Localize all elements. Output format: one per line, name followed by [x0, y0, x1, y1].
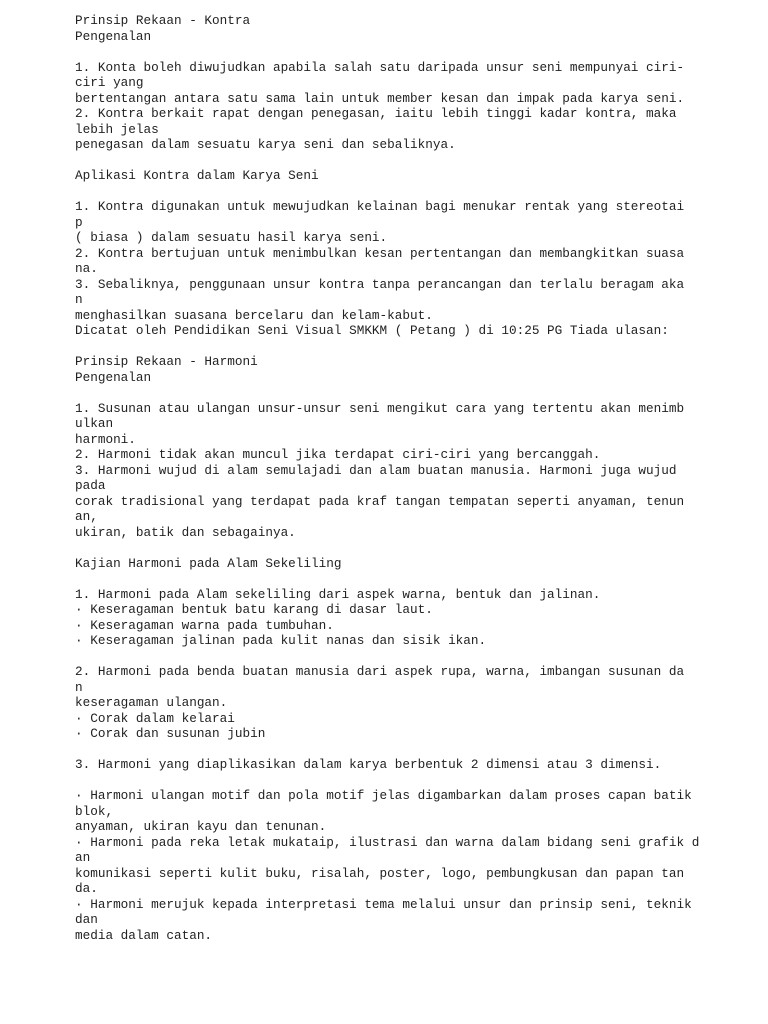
- text-line: penegasan dalam sesuatu karya seni dan sebaliknya.: [75, 137, 456, 152]
- blank-line: [75, 385, 755, 401]
- text-line: ulkan: [75, 416, 114, 431]
- text-line: an: [75, 850, 91, 865]
- text-line: menghasilkan suasana bercelaru dan kelam-kabut.: [75, 307, 433, 323]
- text-line: · Harmoni pada reka letak mukataip, ilustrasi dan warna dalam bidang seni grafik d: [75, 834, 700, 850]
- blank-line: [75, 540, 755, 556]
- text-line: p: [75, 214, 83, 230]
- blank-line: [75, 742, 755, 758]
- text-line: corak tradisional yang terdapat pada kraf tangan tempatan seperti anyaman, tenun: [75, 493, 685, 509]
- text-line: 1. Harmoni pada Alam sekeliling dari aspek warna, bentuk dan jalinan.: [75, 586, 601, 602]
- text-line: an,: [75, 509, 98, 524]
- text-line: ( biasa ) dalam sesuatu hasil karya seni.: [75, 230, 388, 245]
- text-line: 2. Kontra bertujuan untuk menimbulkan kesan pertentangan dan membangkitkan suasa: [75, 245, 685, 261]
- text-line: n: [75, 679, 83, 695]
- text-line: anyaman, ukiran kayu dan tenunan.: [75, 819, 327, 834]
- text-line: 2. Harmoni pada benda buatan manusia dari aspek rupa, warna, imbangan susunan da: [75, 664, 685, 679]
- text-line: 2. Kontra berkait rapat dengan penegasan, iaitu lebih tinggi kadar kontra, maka: [75, 106, 677, 121]
- text-line: Aplikasi Kontra dalam Karya Seni: [75, 168, 319, 183]
- text-line: lebih jelas: [75, 121, 159, 137]
- text-line: · Keseragaman warna pada tumbuhan.: [75, 617, 334, 633]
- text-line: 3. Harmoni wujud di alam semulajadi dan alam buatan manusia. Harmoni juga wujud: [75, 462, 677, 478]
- text-line: bertentangan antara satu sama lain untuk member kesan dan impak pada karya seni.: [75, 90, 685, 106]
- text-line: Pengenalan: [75, 28, 152, 44]
- text-line: · Harmoni ulangan motif dan pola motif jelas digambarkan dalam proses capan batik: [75, 788, 692, 803]
- blank-line: [75, 44, 755, 60]
- text-line: · Harmoni merujuk kepada interpretasi tema melalui unsur dan prinsip seni, teknik: [75, 896, 692, 912]
- text-line: dan: [75, 912, 98, 927]
- text-line: 3. Sebaliknya, penggunaan unsur kontra tanpa perancangan dan terlalu beragam aka: [75, 276, 685, 292]
- text-line: n: [75, 292, 83, 307]
- text-line: Prinsip Rekaan - Harmoni: [75, 354, 258, 369]
- blank-line: [75, 184, 755, 200]
- blank-line: [75, 773, 755, 789]
- text-line: 2. Harmoni tidak akan muncul jika terdapat ciri-ciri yang bercanggah.: [75, 447, 601, 462]
- text-line: harmoni.: [75, 431, 136, 447]
- text-line: ukiran, batik dan sebagainya.: [75, 524, 296, 540]
- text-line: · Corak dan susunan jubin: [75, 726, 266, 741]
- text-line: 3. Harmoni yang diaplikasikan dalam karya berbentuk 2 dimensi atau 3 dimensi.: [75, 757, 662, 772]
- text-line: Prinsip Rekaan - Kontra: [75, 13, 251, 28]
- text-line: pada: [75, 478, 106, 493]
- text-line: komunikasi seperti kulit buku, risalah, poster, logo, pembungkusan dan papan tan: [75, 865, 685, 881]
- blank-line: [75, 571, 755, 587]
- text-line: · Keseragaman jalinan pada kulit nanas dan sisik ikan.: [75, 633, 487, 648]
- text-line: Pengenalan: [75, 369, 152, 385]
- text-line: · Keseragaman bentuk batu karang di dasar laut.: [75, 602, 433, 617]
- text-line: da.: [75, 881, 98, 896]
- blank-line: [75, 649, 755, 665]
- blank-line: [75, 339, 755, 355]
- text-line: · Corak dalam kelarai: [75, 710, 235, 726]
- text-line: na.: [75, 261, 98, 276]
- text-line: Dicatat oleh Pendidikan Seni Visual SMKKM ( Petang ) di 10:25 PG Tiada ulasan:: [75, 323, 669, 338]
- text-line: keseragaman ulangan.: [75, 695, 228, 710]
- text-line: 1. Konta boleh diwujudkan apabila salah satu daripada unsur seni mempunyai ciri-: [75, 59, 685, 75]
- text-line: media dalam catan.: [75, 927, 213, 943]
- text-line: 1. Susunan atau ulangan unsur-unsur seni mengikut cara yang tertentu akan menimb: [75, 400, 685, 416]
- text-line: ciri yang: [75, 75, 144, 90]
- document-body: [75, 13, 755, 943]
- blank-line: [75, 153, 755, 169]
- text-line: 1. Kontra digunakan untuk mewujudkan kelainan bagi menukar rentak yang stereotai: [75, 199, 685, 214]
- text-line: Kajian Harmoni pada Alam Sekeliling: [75, 555, 342, 571]
- text-line: blok,: [75, 803, 114, 819]
